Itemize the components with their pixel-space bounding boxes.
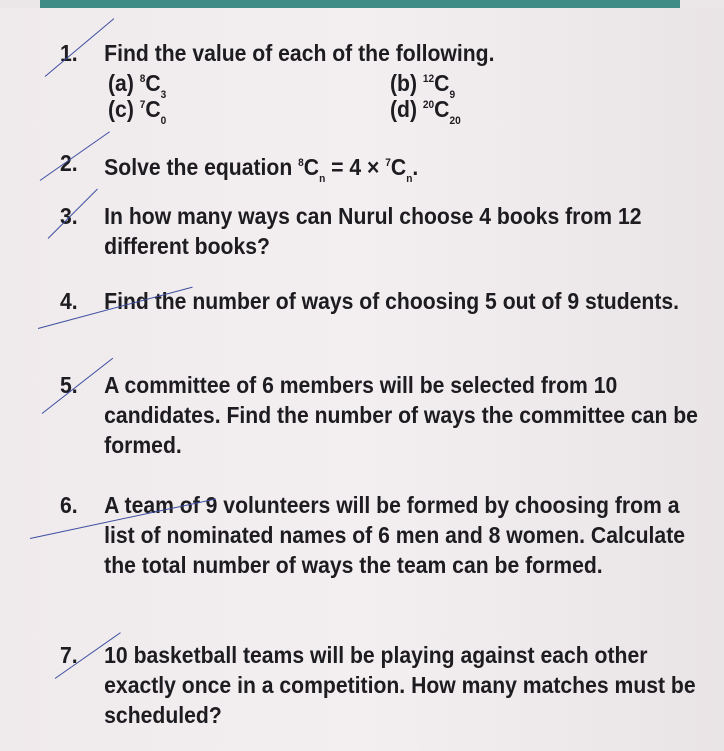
equation-end: . — [412, 154, 419, 180]
part-label: (d) — [390, 96, 418, 122]
pen-tick-mark — [42, 358, 114, 414]
part-b: (b) $^{12}C_9$ — [390, 70, 456, 101]
part-d: (d) $^{20}C_{20}$ — [390, 96, 461, 127]
n-value: 7 — [139, 99, 146, 111]
textbook-page — [0, 8, 724, 751]
question-text: A team of 9 volunteers will be formed by choosing from a list of nominated names of 6 men and 8 women. Calculate the total number of ways the team can be formed. — [104, 492, 686, 578]
top-edge-strip — [40, 0, 680, 8]
question-text: Find the number of ways of choosing 5 out of 9 students. — [104, 288, 680, 314]
n-value: 7 — [385, 157, 391, 169]
n-value: 20 — [422, 99, 435, 111]
r-value: n — [406, 173, 413, 185]
n-value: 8 — [298, 157, 304, 169]
question-number: 2. — [60, 150, 78, 176]
question-number: 4. — [60, 288, 78, 314]
equation-middle: = 4 × — [331, 154, 380, 180]
part-label: (a) — [108, 70, 134, 96]
question-text: In how many ways can Nurul choose 4 books from 12 different books? — [104, 203, 642, 259]
question-number: 1. — [60, 40, 78, 66]
part-label: (c) — [108, 96, 134, 122]
question-number: 7. — [60, 642, 78, 668]
question-number: 6. — [60, 492, 78, 518]
part-c: (c) $^7C_0$ — [108, 96, 167, 127]
r-value: 9 — [449, 89, 456, 101]
r-value: 20 — [449, 115, 461, 127]
r-value: n — [319, 173, 326, 185]
question-number: 5. — [60, 372, 78, 398]
r-value: 0 — [160, 115, 167, 127]
question-text: A committee of 6 members will be selected from 10 candidates. Find the number of ways the committee can be formed. — [104, 372, 698, 458]
question-number: 3. — [60, 203, 78, 229]
part-label: (b) — [390, 70, 418, 96]
equation-prefix: Solve the equation — [104, 154, 293, 180]
question-text: Find the value of each of the following. — [104, 40, 495, 66]
n-value: 12 — [422, 73, 435, 85]
pen-tick-mark — [48, 189, 98, 239]
r-value: 3 — [160, 89, 167, 101]
part-a: (a) $^8C_3$ — [108, 70, 167, 101]
n-value: 8 — [139, 73, 146, 85]
question-text: 10 basketball teams will be playing against each other exactly once in a competition. How many matches must be scheduled? — [104, 642, 696, 728]
question-text: Solve the equation $^8C_n = 4 \times ^7C_n$. — [104, 154, 419, 185]
